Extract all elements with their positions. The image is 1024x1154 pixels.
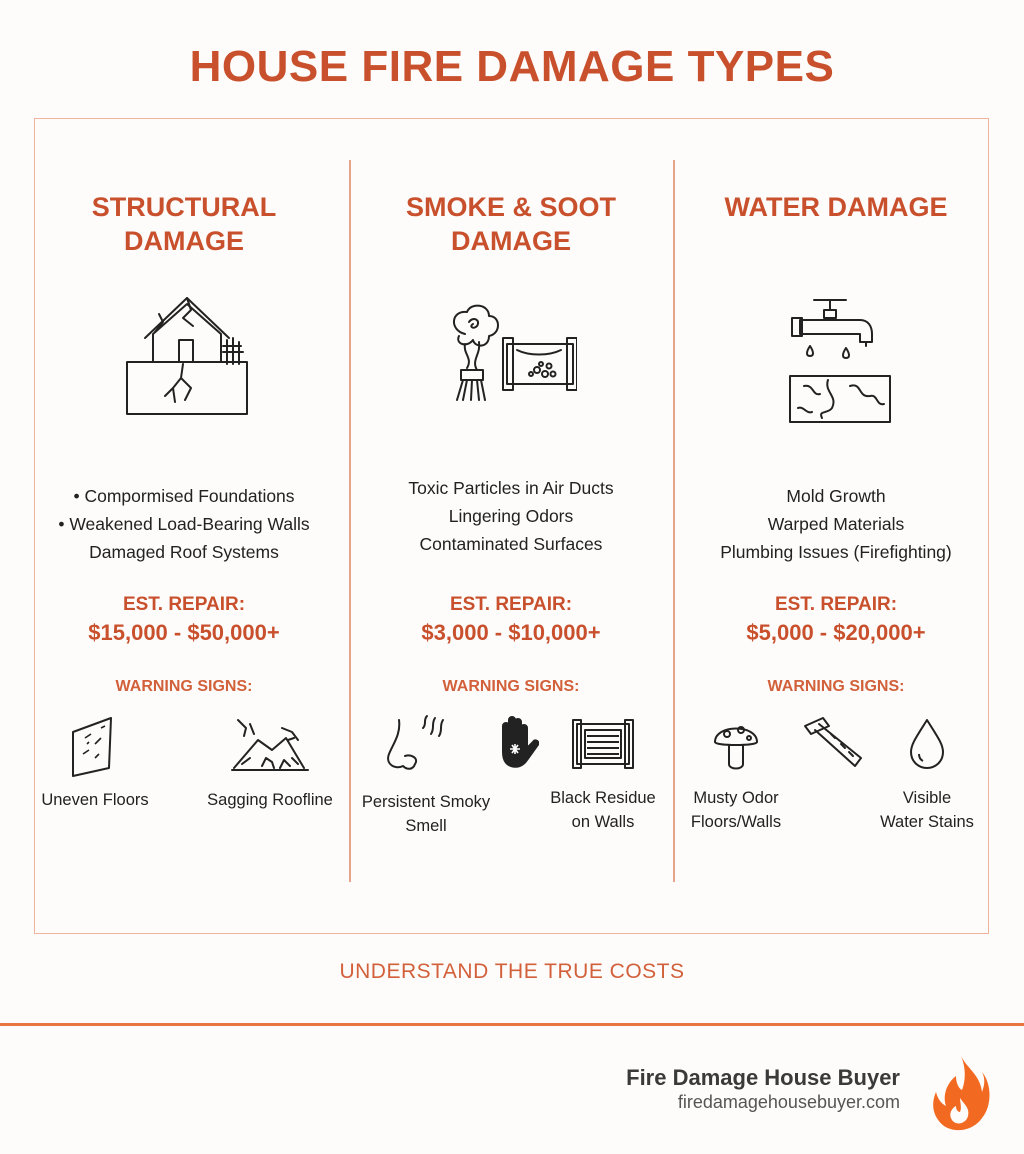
wall-vent-icon [571, 714, 635, 770]
uneven-floor-tile-icon [65, 714, 125, 778]
brand-name: Fire Damage House Buyer [626, 1065, 900, 1090]
column-divider [673, 160, 675, 882]
column-title: WATER DAMAGE [724, 192, 948, 222]
structural-damage-column [24, 190, 344, 809]
smoke-duct-icon [445, 304, 577, 416]
water-damage-column [676, 190, 996, 831]
warning-sign [676, 714, 796, 834]
warning-sign: Uneven Floors [20, 714, 170, 812]
repair-label: EST. REPAIR: [449, 594, 573, 615]
sagging-roof-icon [228, 714, 312, 778]
warning-sign [798, 714, 868, 770]
repair-label: EST. REPAIR: [122, 594, 246, 615]
warning-sign [872, 714, 982, 834]
column-title: STRUCTURAL DAMAGE [91, 192, 277, 256]
warning-sign [351, 714, 501, 838]
sign-label: Persistent Smoky Smell [361, 793, 491, 835]
faucet-water-icon [784, 296, 894, 428]
footer-divider [0, 1023, 1024, 1026]
water-drop-icon [907, 714, 947, 774]
repair-cost: $15,000 - $50,000+ [88, 620, 280, 645]
tagline: UNDERSTAND THE TRUE COSTS [339, 960, 685, 983]
smoke-soot-damage-column [351, 190, 671, 835]
warning-label: WARNING SIGNS: [115, 678, 253, 695]
damage-list: Toxic Particles in Air Ducts Lingering Odors Contaminated Surfaces [408, 478, 614, 554]
damage-list: • Compormised Foundations • Weakened Load-Bearing Walls Damaged Roof Systems [58, 486, 310, 562]
flame-logo-icon [930, 1052, 992, 1134]
damage-list: Mold Growth Warped Materials Plumbing Issues (Firefighting) [720, 486, 952, 562]
column-title: SMOKE & SOOT DAMAGE [405, 192, 616, 256]
brand-url[interactable]: firedamagehousebuyer.com [677, 1092, 900, 1112]
sign-label: Musty Odor Floors/Walls [690, 789, 782, 831]
page-title: HOUSE FIRE DAMAGE TYPES [189, 42, 835, 91]
warning-label: WARNING SIGNS: [442, 678, 580, 695]
repair-label: EST. REPAIR: [774, 594, 898, 615]
sign-label: Visible Water Stains [880, 789, 974, 831]
repair-cost: $3,000 - $10,000+ [421, 620, 601, 645]
sign-label: Black Residue on Walls [550, 789, 656, 831]
warning-label: WARNING SIGNS: [767, 678, 905, 695]
repair-cost: $5,000 - $20,000+ [746, 620, 926, 645]
nose-smell-icon [383, 714, 447, 774]
warning-sign: Sagging Roofline [190, 714, 350, 812]
cracked-house-icon [123, 292, 253, 420]
warped-board-icon [801, 714, 865, 770]
mushroom-icon [711, 714, 761, 774]
warning-sign [533, 714, 673, 834]
